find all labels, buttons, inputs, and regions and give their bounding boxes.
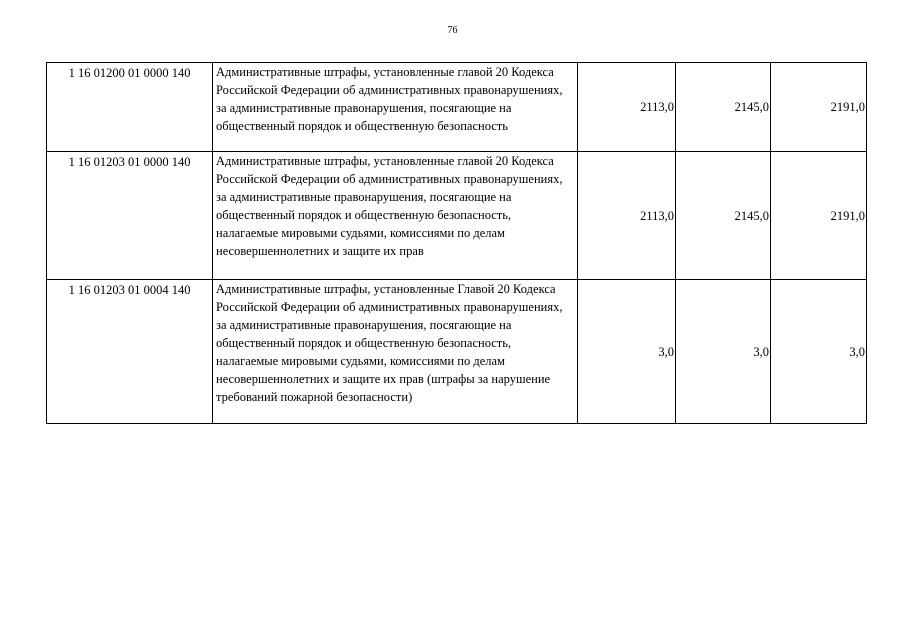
amount-year-3-cell: 2191,0 <box>771 152 867 280</box>
amount-year-1-cell: 2113,0 <box>578 152 676 280</box>
amount-year-2-cell: 2145,0 <box>676 63 771 152</box>
amount-year-2-cell: 2145,0 <box>676 152 771 280</box>
amount-year-1-cell: 2113,0 <box>578 63 676 152</box>
revenue-code-cell: 1 16 01203 01 0004 140 <box>47 280 213 424</box>
amount-year-2-cell: 3,0 <box>676 280 771 424</box>
revenue-description-cell: Административные штрафы, установленные главой 20 Кодекса Российской Федерации об административных правонарушениях, за административные правонарушения, посягающие на общественный порядок и общественную безопасность, налагаемые мировыми судьями, комиссиями по делам несовершеннолетних и защите их прав <box>213 152 578 280</box>
budget-revenue-table <box>46 62 867 424</box>
table-row <box>47 63 867 152</box>
page-number: 76 <box>447 25 458 36</box>
amount-year-1-cell: 3,0 <box>578 280 676 424</box>
amount-year-3-cell: 2191,0 <box>771 63 867 152</box>
revenue-description-cell: Административные штрафы, установленные главой 20 Кодекса Российской Федерации об административных правонарушениях, за административные правонарушения, посягающие на общественный порядок и общественную безопасность <box>213 63 578 152</box>
amount-year-3-cell: 3,0 <box>771 280 867 424</box>
table-row <box>47 280 867 424</box>
revenue-code-cell: 1 16 01200 01 0000 140 <box>47 63 213 152</box>
revenue-description-cell: Административные штрафы, установленные Главой 20 Кодекса Российской Федерации об административных правонарушениях, за административные правонарушения, посягающие на общественный порядок и общественную безопасность, налагаемые мировыми судьями, комиссиями по делам несовершеннолетних и защите их прав (штрафы за нарушение требований пожарной безопасности) <box>213 280 578 424</box>
revenue-code-cell: 1 16 01203 01 0000 140 <box>47 152 213 280</box>
table-row <box>47 152 867 280</box>
